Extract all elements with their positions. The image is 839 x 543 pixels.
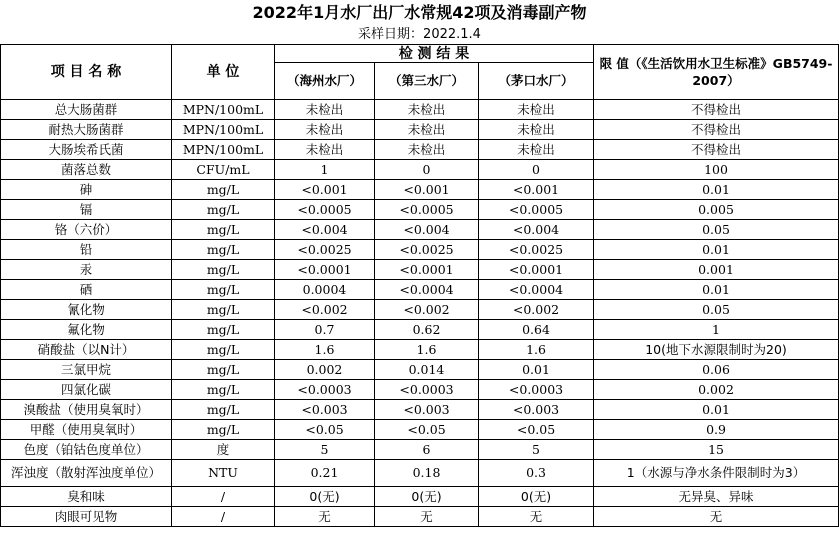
cell-unit: mg/L [172,300,275,320]
table-row [1,240,839,260]
cell-value-maokou: <0.004 [479,220,594,240]
cell-item-name: 浑浊度（散射浑浊度单位） [1,460,172,487]
cell-value-maokou: 0.01 [479,360,594,380]
cell-limit: 0.05 [594,220,839,240]
cell-item-name: 三氯甲烷 [1,360,172,380]
cell-unit: MPN/100mL [172,120,275,140]
cell-value-third: <0.004 [375,220,479,240]
header-item: 项 目 名 称 [1,45,172,100]
cell-unit: mg/L [172,240,275,260]
cell-value-third: <0.0025 [375,240,479,260]
cell-value-maokou: 未检出 [479,100,594,120]
cell-limit: 0.001 [594,260,839,280]
cell-unit: NTU [172,460,275,487]
table-row [1,200,839,220]
cell-value-maokou: <0.0005 [479,200,594,220]
cell-value-third: 6 [375,440,479,460]
report-title: 2022年1月水厂出厂水常规42项及消毒副产物 [252,3,587,22]
table-row [1,180,839,200]
sample-date: 采样日期：2022.1.4 [358,27,481,42]
cell-value-haizhou: <0.0025 [275,240,375,260]
cell-limit: 0.9 [594,420,839,440]
table-row [1,380,839,400]
cell-item-name: 总大肠菌群 [1,100,172,120]
table-row [1,260,839,280]
cell-value-maokou: 0.64 [479,320,594,340]
cell-value-third: 未检出 [375,140,479,160]
cell-unit: mg/L [172,320,275,340]
cell-unit: mg/L [172,200,275,220]
cell-value-maokou: 0.3 [479,460,594,487]
cell-value-haizhou: 5 [275,440,375,460]
cell-unit: 度 [172,440,275,460]
cell-unit: MPN/100mL [172,140,275,160]
cell-unit: mg/L [172,340,275,360]
cell-item-name: 氰化物 [1,300,172,320]
cell-value-third: 未检出 [375,120,479,140]
cell-unit: MPN/100mL [172,100,275,120]
cell-unit: / [172,487,275,507]
cell-value-haizhou: 无 [275,507,375,527]
cell-limit: 0.05 [594,300,839,320]
cell-limit: 0.06 [594,360,839,380]
table-row [1,320,839,340]
cell-value-third: <0.0001 [375,260,479,280]
cell-item-name: 色度（铂钴色度单位） [1,440,172,460]
cell-unit: mg/L [172,280,275,300]
cell-item-name: 臭和味 [1,487,172,507]
cell-value-maokou: 无 [479,507,594,527]
cell-value-haizhou: 1 [275,160,375,180]
cell-value-haizhou: <0.05 [275,420,375,440]
header-limit: 限 值（《生活饮用水卫生标准》GB5749-2007） [594,45,839,100]
cell-value-haizhou: <0.0001 [275,260,375,280]
cell-value-third: <0.003 [375,400,479,420]
cell-item-name: 汞 [1,260,172,280]
cell-limit: 无 [594,507,839,527]
cell-limit: 0.01 [594,180,839,200]
header-unit: 单 位 [172,45,275,100]
cell-unit: mg/L [172,380,275,400]
table-row [1,487,839,507]
table-row [1,160,839,180]
water-quality-table [0,44,839,527]
cell-value-third: 未检出 [375,100,479,120]
cell-unit: mg/L [172,400,275,420]
cell-unit: mg/L [172,360,275,380]
cell-value-third: <0.0003 [375,380,479,400]
cell-value-maokou: 未检出 [479,140,594,160]
cell-limit: 10(地下水源限制时为20) [594,340,839,360]
cell-item-name: 甲醛（使用臭氧时） [1,420,172,440]
cell-value-maokou: <0.05 [479,420,594,440]
cell-limit: 0.01 [594,400,839,420]
cell-value-third: <0.0005 [375,200,479,220]
cell-value-haizhou: 0.002 [275,360,375,380]
cell-value-haizhou: 0.21 [275,460,375,487]
cell-value-maokou: <0.002 [479,300,594,320]
cell-value-maokou: 0 [479,160,594,180]
cell-item-name: 大肠埃希氏菌 [1,140,172,160]
header-results: 检 测 结 果 [275,45,594,63]
table-row [1,300,839,320]
cell-value-haizhou: <0.002 [275,300,375,320]
cell-value-haizhou: <0.001 [275,180,375,200]
table-row [1,507,839,527]
cell-value-third: 0.014 [375,360,479,380]
cell-value-haizhou: 0.0004 [275,280,375,300]
header-plant-maokou: （茅口水厂） [479,63,594,100]
cell-value-maokou: <0.0003 [479,380,594,400]
cell-value-haizhou: 0(无) [275,487,375,507]
table-row [1,120,839,140]
cell-item-name: 耐热大肠菌群 [1,120,172,140]
cell-value-haizhou: 未检出 [275,120,375,140]
cell-value-haizhou: 1.6 [275,340,375,360]
cell-value-haizhou: <0.004 [275,220,375,240]
cell-value-haizhou: <0.0005 [275,200,375,220]
cell-limit: 不得检出 [594,100,839,120]
cell-value-maokou: <0.0001 [479,260,594,280]
cell-value-maokou: 未检出 [479,120,594,140]
cell-limit: 1（水源与净水条件限制时为3） [594,460,839,487]
table-row [1,340,839,360]
cell-value-third: <0.05 [375,420,479,440]
cell-item-name: 铅 [1,240,172,260]
cell-limit: 1 [594,320,839,340]
cell-value-third: <0.002 [375,300,479,320]
cell-item-name: 硒 [1,280,172,300]
cell-value-haizhou: 未检出 [275,100,375,120]
cell-value-maokou: <0.0025 [479,240,594,260]
cell-value-maokou: <0.0004 [479,280,594,300]
cell-limit: 100 [594,160,839,180]
cell-unit: mg/L [172,260,275,280]
cell-value-haizhou: <0.0003 [275,380,375,400]
header-plant-haizhou: （海州水厂） [275,63,375,100]
cell-limit: 0.01 [594,280,839,300]
cell-item-name: 氟化物 [1,320,172,340]
cell-value-haizhou: 未检出 [275,140,375,160]
cell-item-name: 菌落总数 [1,160,172,180]
cell-item-name: 铬（六价） [1,220,172,240]
cell-value-maokou: 5 [479,440,594,460]
cell-item-name: 镉 [1,200,172,220]
cell-unit: mg/L [172,420,275,440]
cell-value-third: 0(无) [375,487,479,507]
cell-value-third: 0 [375,160,479,180]
table-row [1,100,839,120]
cell-value-maokou: <0.003 [479,400,594,420]
cell-value-third: 0.62 [375,320,479,340]
cell-item-name: 肉眼可见物 [1,507,172,527]
cell-unit: mg/L [172,180,275,200]
cell-value-haizhou: <0.003 [275,400,375,420]
table-row [1,440,839,460]
cell-value-third: <0.0004 [375,280,479,300]
table-row [1,140,839,160]
cell-unit: mg/L [172,220,275,240]
cell-limit: 0.01 [594,240,839,260]
cell-value-maokou: 1.6 [479,340,594,360]
cell-unit: CFU/mL [172,160,275,180]
cell-value-maokou: <0.001 [479,180,594,200]
table-row [1,460,839,487]
cell-value-third: 无 [375,507,479,527]
cell-item-name: 四氯化碳 [1,380,172,400]
header-plant-third: （第三水厂） [375,63,479,100]
cell-item-name: 硝酸盐（以N计） [1,340,172,360]
cell-value-third: 1.6 [375,340,479,360]
cell-limit: 无异臭、异味 [594,487,839,507]
cell-value-haizhou: 0.7 [275,320,375,340]
table-row [1,280,839,300]
cell-value-third: <0.001 [375,180,479,200]
cell-limit: 0.002 [594,380,839,400]
cell-limit: 不得检出 [594,140,839,160]
cell-unit: / [172,507,275,527]
cell-value-third: 0.18 [375,460,479,487]
cell-item-name: 砷 [1,180,172,200]
cell-value-maokou: 0(无) [479,487,594,507]
table-row [1,360,839,380]
cell-limit: 不得检出 [594,120,839,140]
table-row [1,220,839,240]
table-row [1,400,839,420]
table-row [1,420,839,440]
cell-limit: 15 [594,440,839,460]
cell-limit: 0.005 [594,200,839,220]
cell-item-name: 溴酸盐（使用臭氧时） [1,400,172,420]
